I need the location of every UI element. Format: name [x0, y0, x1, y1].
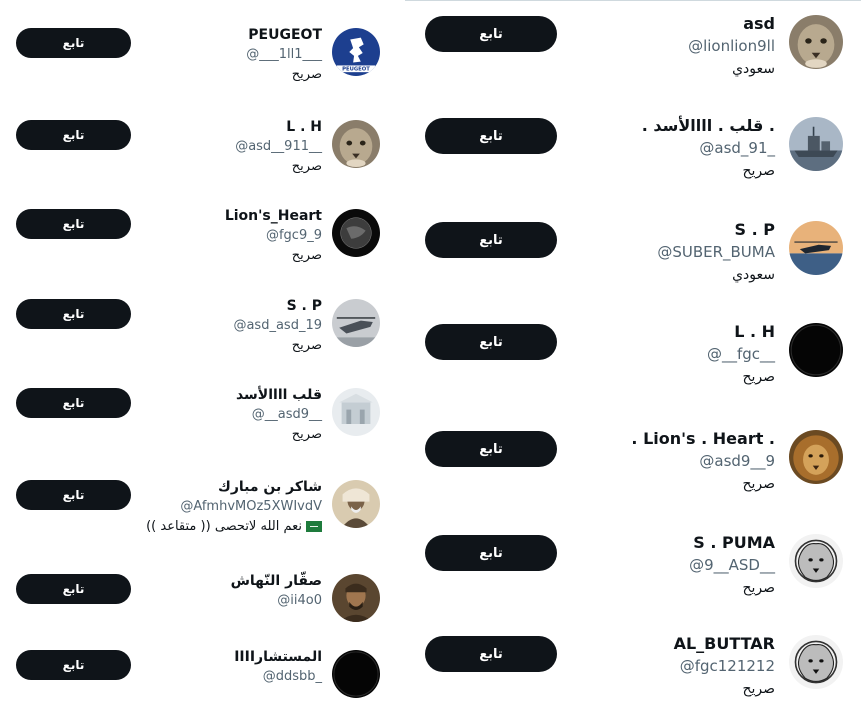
- user-info: [707, 321, 775, 389]
- display-name[interactable]: . Lion's . Heart .: [631, 429, 775, 448]
- display-name[interactable]: AL_BUTTAR: [673, 634, 775, 653]
- user-bio: [146, 516, 322, 538]
- user-handle[interactable]: @fgc121212: [679, 657, 775, 675]
- bio-text: صريح: [291, 67, 322, 82]
- user-handle[interactable]: @asd9__9: [699, 452, 775, 470]
- follow-suggestions-left: [0, 0, 396, 717]
- user-bio: [236, 424, 322, 446]
- user-info: [674, 633, 775, 701]
- user-info: [225, 207, 322, 267]
- user-info: [631, 428, 775, 496]
- follow-button[interactable]: تابع: [425, 324, 557, 360]
- display-name[interactable]: قلب اااالأسد: [235, 387, 322, 403]
- bio-text: صريح: [742, 476, 775, 492]
- avatar[interactable]: [332, 480, 380, 528]
- user-info: [689, 532, 775, 600]
- avatar[interactable]: [789, 221, 843, 275]
- saudi-flag-icon: [306, 521, 322, 532]
- bio-text: صريح: [742, 681, 775, 697]
- user-handle[interactable]: @asd_91_: [699, 139, 775, 157]
- follow-suggestions-right: [405, 0, 861, 718]
- display-name[interactable]: L . H: [286, 119, 322, 135]
- peugeot-logo-text: PEUGEOT: [342, 66, 370, 73]
- user-info: [246, 26, 322, 86]
- bio-text: صريح: [291, 248, 322, 263]
- follow-button[interactable]: تابع: [425, 636, 557, 672]
- user-handle[interactable]: @ii4o0: [277, 593, 322, 608]
- user-bio: [642, 159, 775, 183]
- user-info: [236, 386, 322, 446]
- avatar[interactable]: [789, 15, 843, 69]
- follow-button[interactable]: تابع: [425, 222, 557, 258]
- follow-button[interactable]: تابع: [16, 480, 131, 510]
- avatar[interactable]: [789, 117, 843, 171]
- bio-text: سعودي: [732, 61, 775, 77]
- display-name[interactable]: asd: [743, 14, 775, 33]
- display-name[interactable]: . قلب . اااالأسد .: [641, 116, 775, 135]
- avatar[interactable]: [332, 28, 380, 76]
- user-handle[interactable]: @lionlion9ll: [688, 37, 775, 55]
- bio-text: صريح: [742, 369, 775, 385]
- user-handle[interactable]: @__asd9__: [251, 407, 322, 422]
- avatar[interactable]: [789, 635, 843, 689]
- follow-button[interactable]: تابع: [425, 16, 557, 52]
- avatar[interactable]: [332, 209, 380, 257]
- display-name[interactable]: L . H: [734, 322, 775, 341]
- display-name[interactable]: IIIIالمستشار: [234, 649, 322, 665]
- user-bio: [233, 335, 322, 357]
- user-info: [234, 648, 322, 686]
- follow-button[interactable]: تابع: [425, 431, 557, 467]
- avatar[interactable]: [332, 299, 380, 347]
- user-handle[interactable]: @AfmhvMOz5XWIvdV: [180, 499, 322, 514]
- avatar[interactable]: [332, 388, 380, 436]
- follow-button[interactable]: تابع: [16, 209, 131, 239]
- display-name[interactable]: صقّار النّهاش: [230, 573, 322, 589]
- avatar[interactable]: [789, 430, 843, 484]
- user-info: [146, 478, 322, 538]
- user-bio: [657, 263, 775, 287]
- display-name[interactable]: PEUGEOT: [248, 27, 322, 43]
- user-bio: [235, 156, 322, 178]
- display-name[interactable]: شاكر بن مبارك: [217, 479, 322, 495]
- display-name[interactable]: S . P: [734, 220, 775, 239]
- bio-text: صريح: [742, 163, 775, 179]
- display-name[interactable]: S . P: [286, 298, 322, 314]
- bio-text: صريح: [291, 338, 322, 353]
- user-handle[interactable]: @___1ll1___: [246, 47, 322, 62]
- follow-button[interactable]: تابع: [16, 574, 131, 604]
- bio-text: صريح: [291, 159, 322, 174]
- user-bio: [688, 57, 775, 81]
- user-handle[interactable]: @asd_asd_19: [233, 318, 322, 333]
- user-handle[interactable]: @SUBER_BUMA: [657, 243, 775, 261]
- user-info: [233, 297, 322, 357]
- follow-button[interactable]: تابع: [16, 120, 131, 150]
- avatar[interactable]: [332, 650, 380, 698]
- user-handle[interactable]: @__fgc__: [706, 345, 775, 363]
- user-bio: [707, 365, 775, 389]
- avatar[interactable]: [789, 323, 843, 377]
- bio-text: (( متقاعد )) نعم الله لاتحصى: [146, 519, 302, 534]
- follow-button[interactable]: تابع: [425, 118, 557, 154]
- avatar[interactable]: [332, 120, 380, 168]
- user-bio: [246, 64, 322, 86]
- display-name[interactable]: Lion's_Heart: [224, 208, 322, 224]
- user-info: [235, 118, 322, 178]
- bio-text: صريح: [291, 427, 322, 442]
- user-bio: [689, 576, 775, 600]
- bio-text: سعودي: [732, 267, 775, 283]
- follow-button[interactable]: تابع: [16, 299, 131, 329]
- follow-button[interactable]: تابع: [16, 28, 131, 58]
- user-handle[interactable]: @fgc9_9: [265, 228, 322, 243]
- user-info: [642, 115, 775, 183]
- user-handle[interactable]: @9__ASD__: [689, 556, 775, 574]
- avatar[interactable]: [332, 574, 380, 622]
- user-bio: [674, 677, 775, 701]
- user-info: [231, 572, 322, 610]
- user-handle[interactable]: @ddsbb_: [262, 669, 322, 684]
- display-name[interactable]: S . PUMA: [693, 533, 775, 552]
- user-handle[interactable]: @asd__911__: [235, 139, 322, 154]
- bio-text: صريح: [742, 580, 775, 596]
- column-divider: [396, 0, 405, 717]
- avatar[interactable]: [789, 534, 843, 588]
- user-info: [688, 13, 775, 81]
- user-bio: [225, 245, 322, 267]
- follow-button[interactable]: تابع: [16, 650, 131, 680]
- user-info: [657, 219, 775, 287]
- follow-button[interactable]: تابع: [425, 535, 557, 571]
- user-bio: [631, 472, 775, 496]
- follow-button[interactable]: تابع: [16, 388, 131, 418]
